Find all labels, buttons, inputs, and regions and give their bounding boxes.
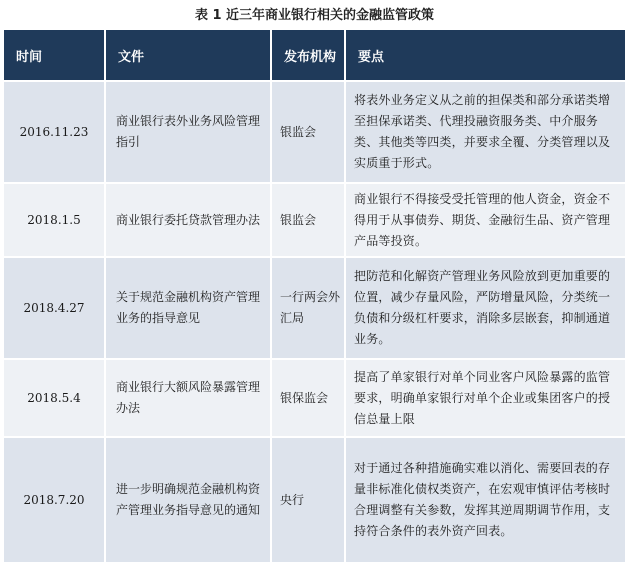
cell-issuing-body: 央行	[271, 437, 345, 563]
table-row	[4, 359, 625, 437]
cell-document: 商业银行表外业务风险管理指引	[105, 81, 271, 183]
cell-key-points: 商业银行不得接受受托管理的他人资金，资金不得用于从事债券、期货、金融衍生品、资产管理产品等投资。	[345, 183, 625, 257]
table-row	[4, 437, 625, 563]
cell-time: 2016.11.23	[4, 81, 105, 183]
table-row	[4, 81, 625, 183]
cell-time: 2018.1.5	[4, 183, 105, 257]
cell-issuing-body: 银监会	[271, 81, 345, 183]
table-row	[4, 183, 625, 257]
cell-document: 关于规范金融机构资产管理业务的指导意见	[105, 257, 271, 359]
policy-table	[4, 30, 625, 564]
cell-document: 商业银行委托贷款管理办法	[105, 183, 271, 257]
cell-document: 商业银行大额风险暴露管理办法	[105, 359, 271, 437]
header-key-points: 要点	[345, 30, 625, 81]
cell-document: 进一步明确规范金融机构资产管理业务指导意见的通知	[105, 437, 271, 563]
cell-issuing-body: 银保监会	[271, 359, 345, 437]
cell-time: 2018.4.27	[4, 257, 105, 359]
header-time: 时间	[4, 30, 105, 81]
header-issuing-body: 发布机构	[271, 30, 345, 81]
table-caption: 表 1 近三年商业银行相关的金融监管政策	[194, 8, 435, 23]
table-header-row	[4, 30, 625, 81]
cell-key-points: 对于通过各种措施确实难以消化、需要回表的存量非标准化债权类资产，在宏观审慎评估考核时合理调整有关参数，发挥其逆周期调节作用，支持符合条件的表外资产回表。	[345, 437, 625, 563]
cell-time: 2018.7.20	[4, 437, 105, 563]
cell-key-points: 提高了单家银行对单个同业客户风险暴露的监管要求，明确单家银行对单个企业或集团客户的授信总量上限	[345, 359, 625, 437]
cell-issuing-body: 一行两会外汇局	[271, 257, 345, 359]
table-row	[4, 257, 625, 359]
cell-time: 2018.5.4	[4, 359, 105, 437]
cell-key-points: 把防范和化解资产管理业务风险放到更加重要的位置，减少存量风险，严防增量风险，分类统一负债和分级杠杆要求，消除多层嵌套，抑制通道业务。	[345, 257, 625, 359]
header-document: 文件	[105, 30, 271, 81]
cell-key-points: 将表外业务定义从之前的担保类和部分承诺类增至担保承诺类、代理投融资服务类、中介服务类、其他类等四类，并要求全覆、分类管理以及实质重于形式。	[345, 81, 625, 183]
cell-issuing-body: 银监会	[271, 183, 345, 257]
